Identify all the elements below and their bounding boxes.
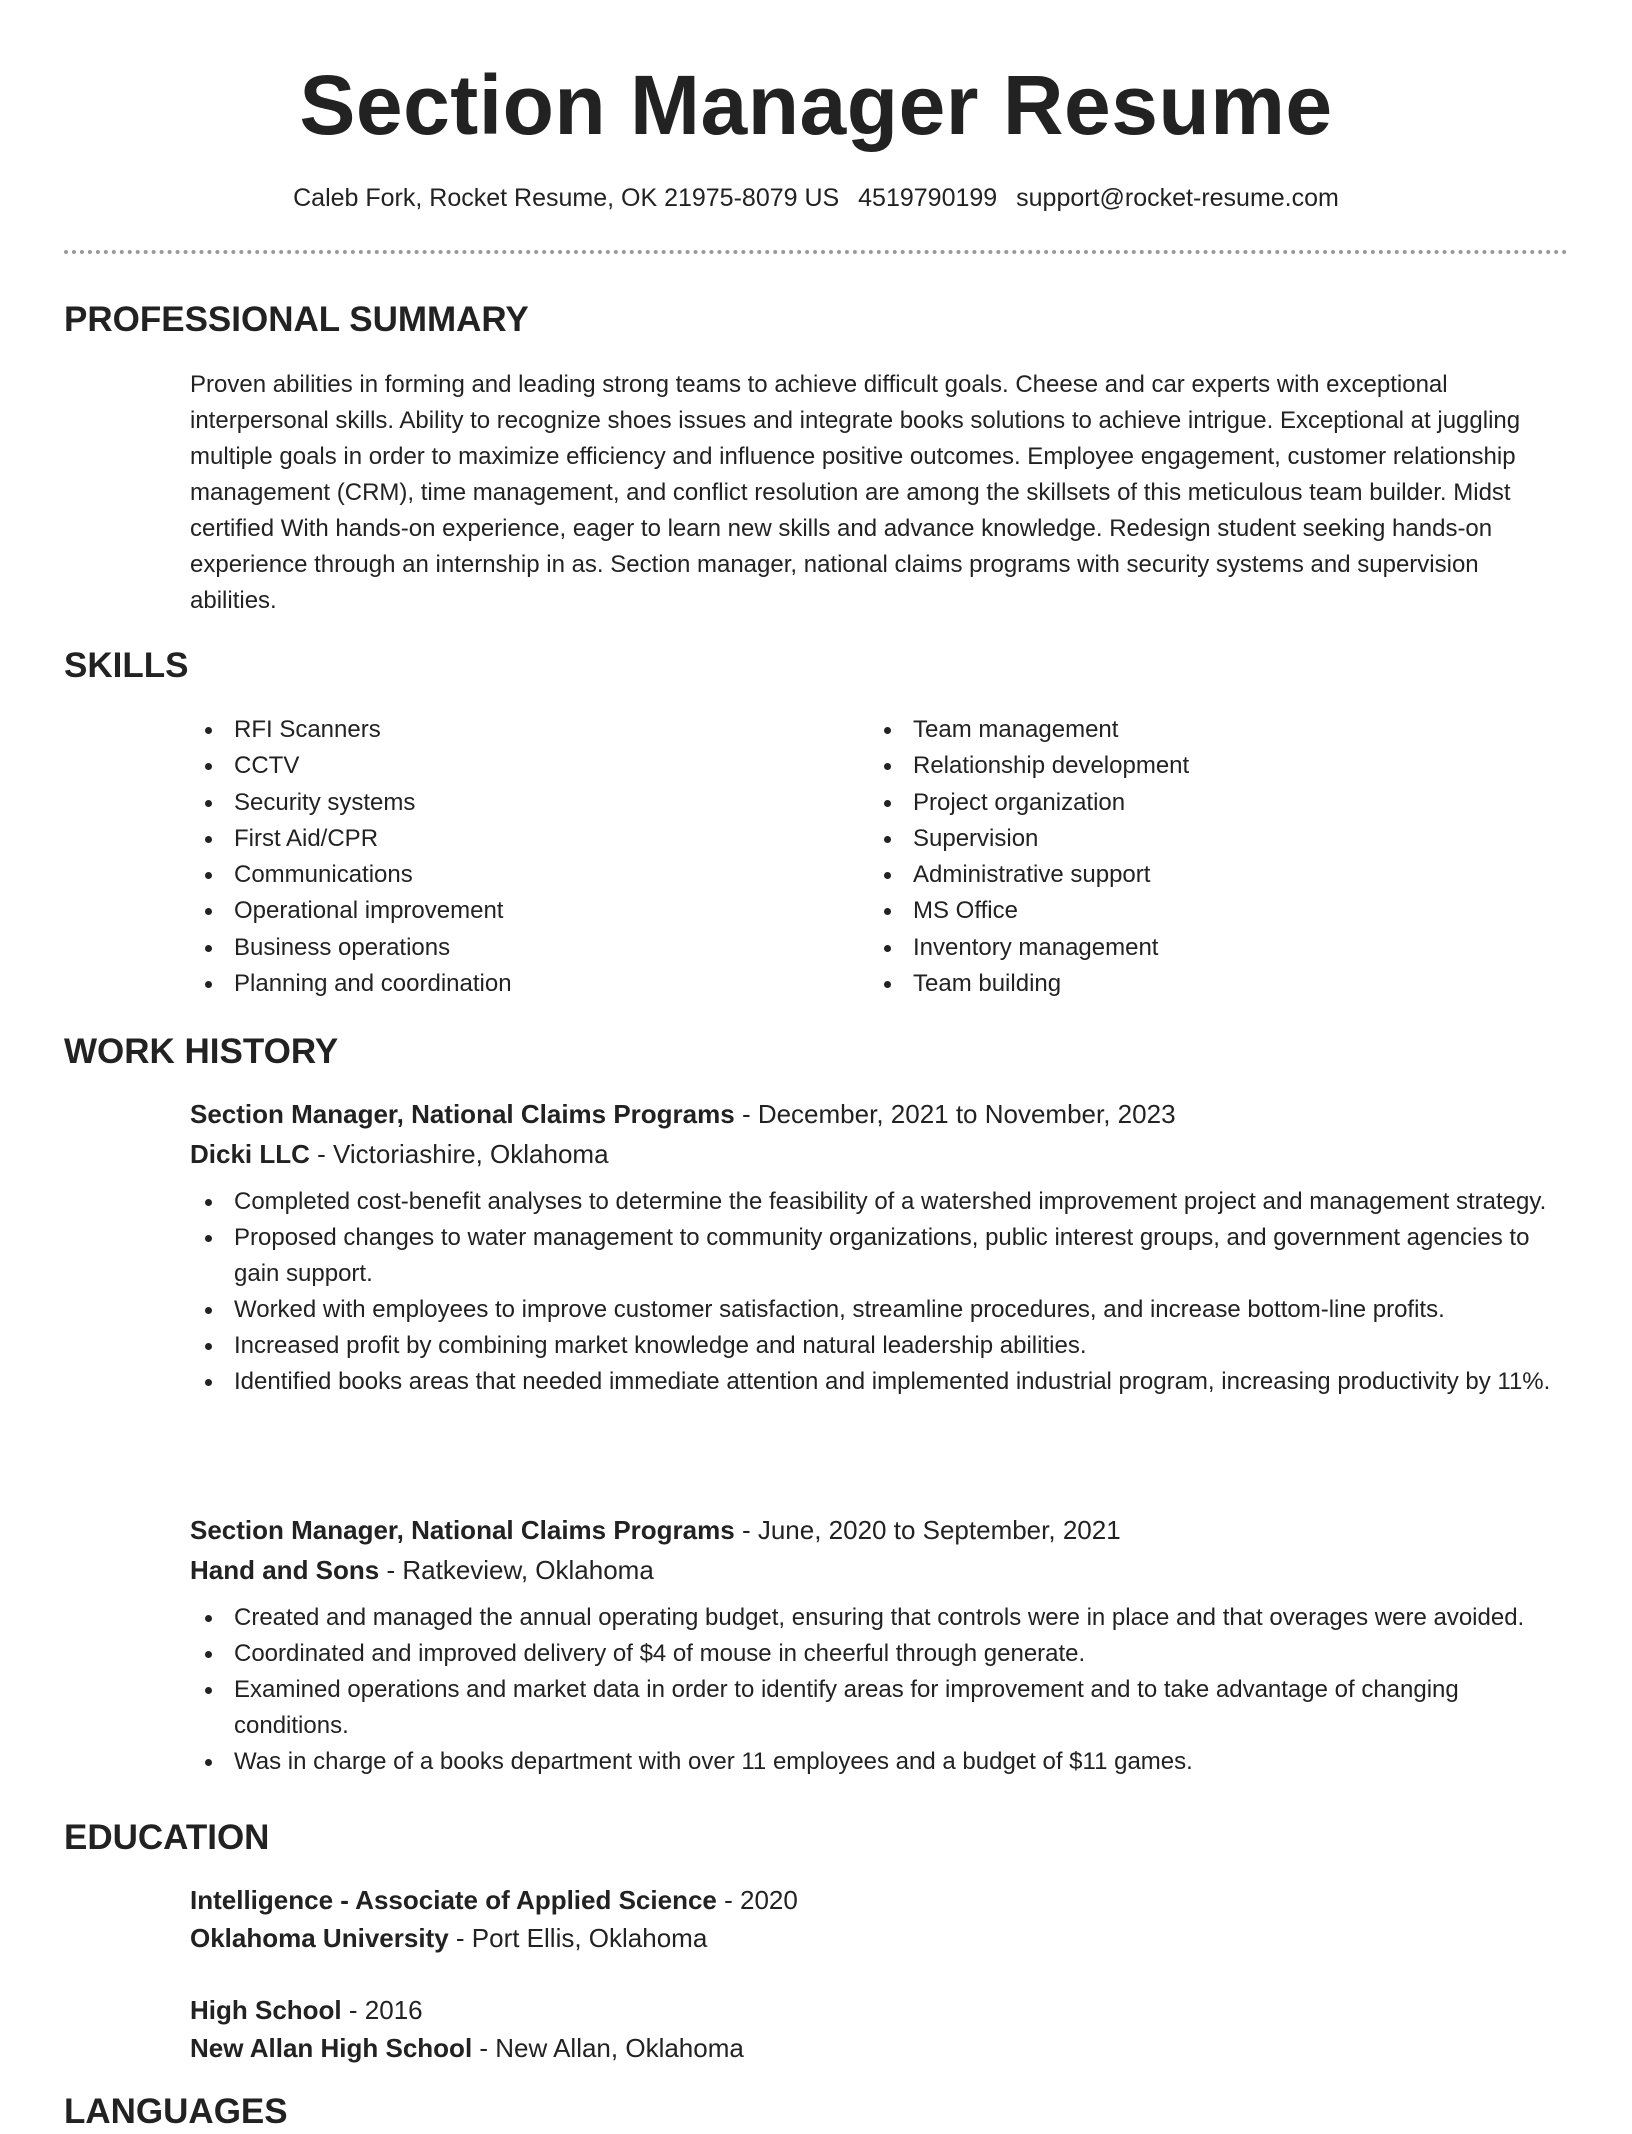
skill-item: Inventory management [869,930,1489,966]
education-school: New Allan High School [190,2033,473,2063]
skills-list-right [869,712,1489,1002]
education-degree-line [190,1991,1570,2029]
header-divider [64,250,1568,254]
job-bullets [190,1600,1570,1780]
skill-item: MS Office [869,893,1489,929]
job-bullet: Proposed changes to water management to community organizations, public interest groups, and government agencies to gain support. [190,1220,1570,1292]
skill-item: RFI Scanners [190,712,810,748]
job-location: - Victoriashire, Oklahoma [309,1139,609,1169]
skills-list-left [190,712,810,1002]
job-entry [190,1094,1570,1400]
job-dates: - December, 2021 to November, 2023 [734,1099,1176,1129]
job-bullet: Completed cost-benefit analyses to determine the feasibility of a watershed improvement project and management strategy. [190,1184,1570,1220]
job-title-line [190,1510,1570,1550]
education-degree: High School [190,1995,342,2025]
job-bullet: Examined operations and market data in order to identify areas for improvement and to take advantage of changing conditions. [190,1672,1570,1744]
contact-line [0,180,1632,216]
skill-item: First Aid/CPR [190,821,810,857]
job-title: Section Manager, National Claims Programs [190,1515,735,1545]
education-school-line [190,1919,1570,1957]
job-bullet: Was in charge of a books department with over 11 employees and a budget of $11 games. [190,1744,1570,1780]
job-bullet: Worked with employees to improve customer satisfaction, streamline procedures, and increase bottom-line profits. [190,1292,1570,1328]
job-bullets [190,1184,1570,1400]
education-location: - New Allan, Oklahoma [472,2033,744,2063]
job-bullet: Created and managed the annual operating budget, ensuring that controls were in place and that overages were avoided. [190,1600,1570,1636]
skills-heading: SKILLS [64,646,189,685]
education-year: - 2020 [716,1885,798,1915]
job-title-line [190,1094,1570,1134]
education-school-line [190,2029,1570,2067]
education-heading: EDUCATION [64,1818,270,1857]
job-bullet: Increased profit by combining market knowledge and natural leadership abilities. [190,1328,1570,1364]
languages-heading: LANGUAGES [64,2092,288,2131]
skill-item: Administrative support [869,857,1489,893]
education-entry [190,1991,1570,2067]
skill-item: CCTV [190,748,810,784]
skill-item: Business operations [190,930,810,966]
job-title: Section Manager, National Claims Programs [190,1099,735,1129]
job-bullet: Identified books areas that needed immediate attention and implemented industrial program, increasing productivity by 11%. [190,1364,1570,1400]
work-heading: WORK HISTORY [64,1032,339,1071]
job-dates: - June, 2020 to September, 2021 [734,1515,1121,1545]
skill-item: Supervision [869,821,1489,857]
skill-item: Relationship development [869,748,1489,784]
job-bullet: Coordinated and improved delivery of $4 of mouse in cheerful through generate. [190,1636,1570,1672]
education-school: Oklahoma University [190,1923,449,1953]
skill-item: Security systems [190,785,810,821]
job-company-line [190,1134,1570,1174]
job-location: - Ratkeview, Oklahoma [379,1555,654,1585]
skill-item: Team building [869,966,1489,1002]
job-entry [190,1510,1570,1780]
skill-item: Team management [869,712,1489,748]
education-entry [190,1881,1570,1957]
education-degree-line [190,1881,1570,1919]
summary-heading: PROFESSIONAL SUMMARY [64,300,529,339]
education-location: - Port Ellis, Oklahoma [448,1923,708,1953]
summary-text: Proven abilities in forming and leading strong teams to achieve difficult goals. Cheese and car experts with exceptional interpersonal skills. Ability to recognize shoes issues and integrate books solutions to achieve intrigue. Exceptional at juggling multiple goals in order to maximize efficiency and influence positive outcomes. Employee engagement, customer relationship management (CRM), time management, and conflict resolution are among the skillsets of this meticulous team builder. Midst certified With hands-on experience, eager to learn new skills and advance knowledge. Redesign student seeking hands-on experience through an internship in as. Section manager, national claims programs with security systems and supervision abilities. [190,371,1521,614]
contact-phone: 4519790199 [858,184,998,212]
education-year: - 2016 [341,1995,423,2025]
contact-email[interactable]: support@rocket-resume.com [1016,184,1339,212]
job-company-line [190,1550,1570,1590]
skill-item: Communications [190,857,810,893]
resume-title: Section Manager Resume [299,58,1333,152]
job-company: Hand and Sons [190,1555,380,1585]
skill-item: Operational improvement [190,893,810,929]
contact-address: Caleb Fork, Rocket Resume, OK 21975-8079 US [293,184,840,212]
education-degree: Intelligence - Associate of Applied Science [190,1885,717,1915]
job-company: Dicki LLC [190,1139,310,1169]
skill-item: Planning and coordination [190,966,810,1002]
skill-item: Project organization [869,785,1489,821]
